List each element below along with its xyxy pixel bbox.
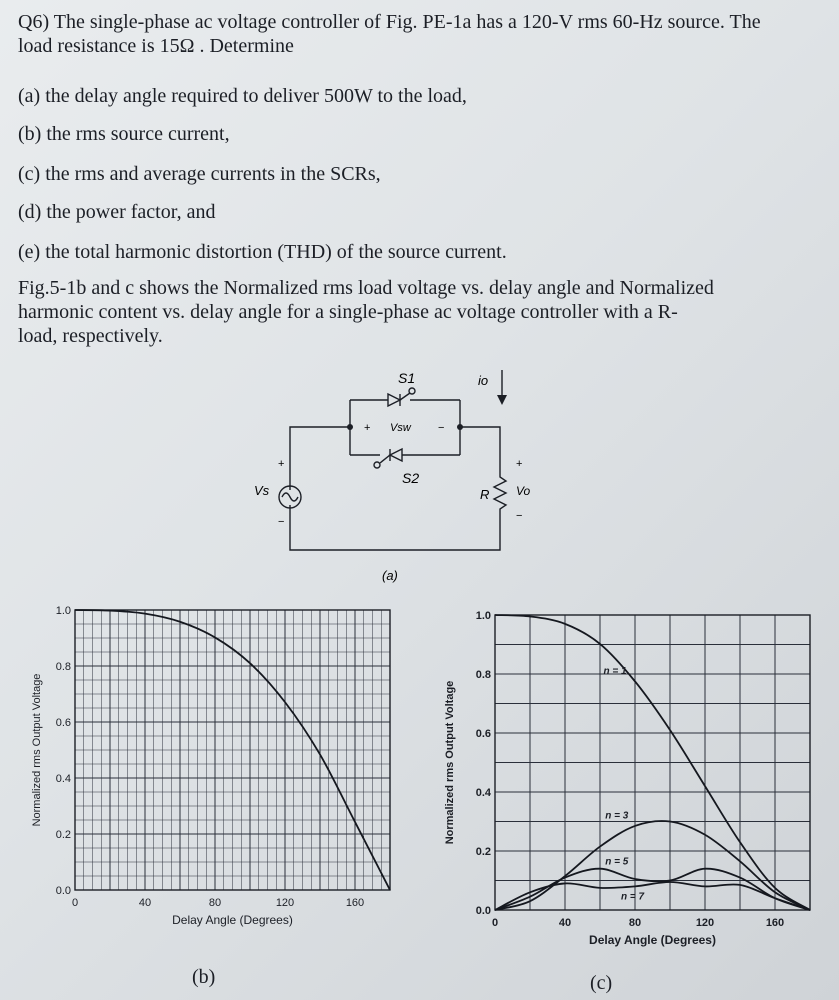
circuit-wire-right-top [460, 427, 500, 440]
r-label: R [480, 487, 490, 502]
chart-b-panel-label: (b) [192, 966, 216, 988]
x-tick-label: 40 [138, 897, 152, 909]
x-tick-label: 120 [275, 897, 295, 909]
chart-c-panel-label: (c) [590, 972, 613, 994]
series-line-1 [495, 821, 810, 910]
y-axis-label: Normalized rms Output Voltage [444, 680, 456, 845]
x-tick-label: 40 [558, 917, 572, 929]
vo-plus: + [516, 458, 523, 470]
x-tick-label: 0 [71, 897, 79, 909]
chart-c-harmonic-content [435, 600, 820, 950]
vsw-plus: + [364, 422, 371, 434]
current-arrow-head [497, 395, 507, 405]
y-tick-label: 0.4 [475, 787, 491, 799]
x-axis-label: Delay Angle (Degrees) [172, 913, 293, 927]
s1-gate-terminal [409, 388, 415, 394]
s2-thyristor-symbol [390, 449, 402, 461]
s2-gate [380, 455, 390, 463]
vo-minus: − [516, 510, 523, 522]
load-resistor-symbol [494, 440, 506, 515]
vsw-minus: − [438, 422, 445, 434]
series-label: n = 1 [603, 666, 627, 677]
vs-plus: + [278, 458, 285, 470]
y-tick-label: 0.6 [475, 728, 491, 740]
y-tick-label: 1.0 [475, 610, 491, 622]
junction-right [457, 424, 463, 430]
question-part-b: (b) the rms source current, [18, 123, 230, 145]
y-tick-label: 0.8 [55, 661, 71, 673]
s2-gate-terminal [374, 462, 380, 468]
figure-description-line-2: harmonic content vs. delay angle for a single-phase ac voltage controller with a R- [18, 301, 678, 323]
series-label: n = 7 [621, 891, 645, 903]
y-tick-label: 0.2 [55, 829, 71, 841]
problem-statement-line-2: load resistance is 15Ω . Determine [18, 35, 294, 57]
series-label: n = 3 [605, 810, 629, 822]
series-label: n = 5 [605, 856, 629, 868]
figure-a-caption: (a) [382, 568, 398, 583]
s1-thyristor-symbol [388, 394, 400, 406]
y-axis-label: Normalized rms Output Voltage [31, 673, 43, 827]
vs-label: Vs [254, 483, 270, 498]
y-tick-label: 0.6 [55, 717, 71, 729]
chart-b-rms-output-voltage [30, 595, 405, 955]
x-tick-label: 80 [628, 917, 642, 929]
y-tick-label: 0.2 [475, 846, 491, 858]
junction-left [347, 424, 353, 430]
y-tick-label: 0.8 [475, 669, 491, 681]
y-tick-label: 0.4 [55, 773, 71, 785]
question-part-e: (e) the total harmonic distortion (THD) of the source current. [18, 241, 507, 263]
x-tick-label: 120 [695, 917, 715, 929]
y-tick-label: 0.0 [55, 885, 71, 897]
question-part-a: (a) the delay angle required to deliver 500W to the load, [18, 85, 467, 107]
x-tick-label: 0 [491, 917, 499, 929]
s1-gate [400, 393, 410, 400]
s2-label: S2 [402, 470, 420, 486]
vo-label: Vo [516, 484, 531, 498]
circuit-wire-bottom [290, 505, 500, 550]
question-part-d: (d) the power factor, and [18, 201, 216, 223]
question-part-c: (c) the rms and average currents in the SCRs, [18, 163, 381, 185]
figure-description-line-1: Fig.5-1b and c shows the Normalized rms load voltage vs. delay angle and Normalized [18, 277, 714, 299]
y-tick-label: 1.0 [55, 605, 71, 617]
x-axis-label: Delay Angle (Degrees) [589, 933, 716, 947]
vsw-label: Vsw [390, 422, 411, 434]
y-tick-label: 0.0 [475, 905, 491, 917]
circuit-diagram [240, 355, 560, 595]
io-label: io [478, 373, 489, 388]
vs-minus: − [278, 516, 285, 528]
x-tick-label: 160 [765, 917, 785, 929]
ac-source-wave [282, 493, 298, 501]
problem-statement-line-1: Q6) The single-phase ac voltage controller of Fig. PE-1a has a 120-V rms 60-Hz source. The [18, 11, 761, 33]
s1-label: S1 [398, 370, 416, 386]
figure-description-line-3: load, respectively. [18, 325, 163, 347]
x-tick-label: 80 [208, 897, 222, 909]
x-tick-label: 160 [345, 897, 365, 909]
circuit-wire-left-top [290, 427, 350, 490]
series-line-3 [495, 882, 810, 910]
